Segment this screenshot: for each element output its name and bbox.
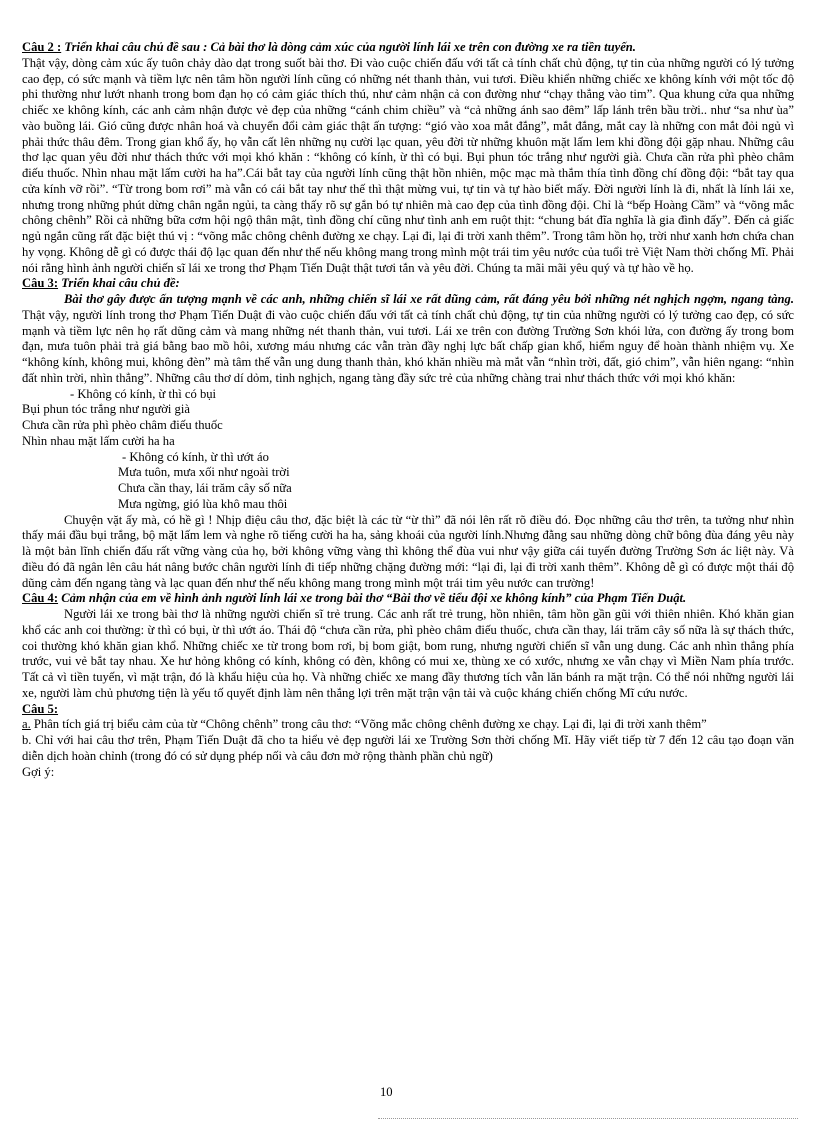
document-page xyxy=(22,40,794,780)
question-3-thesis: Bài thơ gây được ấn tượng mạnh về các anh, những chiến sĩ lái xe rất dũng cảm, rất đáng yêu bởi những nét nghịch ngợm, ngang tàng. xyxy=(64,292,794,306)
poem-line: Nhìn nhau mặt lấm cười ha ha xyxy=(22,433,175,448)
poem-line: Chưa cần thay, lái trăm cây số nữa xyxy=(118,481,292,495)
question-2-label: Câu 2 : xyxy=(22,40,62,54)
question-4-title: Cảm nhận của em về hình ảnh người lính lái xe trong bài thơ “Bài thơ về tiểu đội xe không kính” của Phạm Tiến Duật. xyxy=(61,591,687,606)
question-4-body: Người lái xe trong bài thơ là những người chiến sĩ trẻ trung. Các anh rất trẻ trung, hồn nhiên, tâm hồn gần gũi với thiên nhiên. Khó khăn gian khổ các anh coi thường: ừ thì có bụi, ừ thì ướt áo. Thái độ “chưa cần rửa, phì phèo châm điếu thuốc, chưa cần thay, lái trăm cây số nữa là sự thách thức, coi thường khó khăn gian khổ. Những chiếc xe từ trong bom rơi, bị bom giật, bom rung, nhưng người chiến sĩ vẫn ung dung. Các anh nhìn thẳng phía trước, vui vẻ bắt tay nhau. Xe hư hỏng không có kính, không có đèn, không có mui xe, thùng xe có xước, nhưng xe vẫn chạy vì Miền Nam phía trước. Tất cả vì tiền tuyến, vì mặt trận, đó là khẩu hiệu của họ. Và những chiếc xe mang đầy thương tích vẫn lăn bánh ra mặt trận. Có thể nói những người lái xe, người làm chủ phương tiện là yếu tố quyết định làm nên thắng lợi trên mặt trận vận tải và cuộc kháng chiến chống Mĩ cứu nước. xyxy=(22,607,794,700)
page-number: 10 xyxy=(380,1085,393,1099)
question-4-heading xyxy=(22,591,794,607)
question-5-part-a xyxy=(22,717,794,733)
question-5-heading xyxy=(22,702,794,718)
poem-line: Bụi phun tóc trắng như người già xyxy=(22,402,190,417)
hint-label: Gợi ý: xyxy=(22,764,55,779)
question-2-heading xyxy=(22,40,794,56)
poem-line: - Không có kính, ừ thì ướt áo xyxy=(122,449,269,464)
poem-line: - Không có kính, ừ thì có bụi xyxy=(70,386,217,401)
question-3-label: Câu 3: xyxy=(22,276,59,291)
part-a-label: a. xyxy=(22,717,31,732)
question-3-title: Triển khai câu chủ đề: xyxy=(61,276,180,291)
question-3-body xyxy=(22,292,794,387)
question-3-text: Thật vậy, người lính trong thơ Phạm Tiến Duật đi vào cuộc chiến đấu với tất cả tính chất chủ động, tự tin của những người có lý tưởng cao đẹp, có sức mạnh và tiềm lực nên họ rất dũng cảm và mang những nét thanh thản, vui tươi. Lái xe trên con đường Trường Sơn khói lửa, con đường ấy trong bom đạn, mưa tuôn phải trả giá bằng bao mồ hôi, xương máu nhưng các vẫn tràn đầy nghị lực bất chấp gian khổ, hiểm nguy để hoàn thành nhiệm vụ. Xe “không kính, không mui, không đèn” mà tâm thế vẫn ung dung thanh thản, khó khăn nhiều mà mắt vẫn “nhìn trời, đất, gió chim”, vẫn hiên ngang: “nhìn đất nhìn trời, nhìn thẳng”. Những câu thơ dí dỏm, tinh nghịch, ngang tàng đầy sức trẻ của những chàng trai như thách thức với mọi khó khăn: xyxy=(22,307,794,385)
poem-line: Mưa tuôn, mưa xối như ngoài trời xyxy=(118,465,290,480)
question-5-part-b: b. Chỉ với hai câu thơ trên, Phạm Tiến Duật đã cho ta hiểu vẻ đẹp người lái xe Trường Sơn thời chống Mĩ. Hãy viết tiếp từ 7 đến 12 câu tạo đoạn văn diễn dịch hoàn chỉnh (trong đó có sử dụng phép nối và câu đơn mở rộng thành phần chủ ngữ) xyxy=(22,733,794,763)
footer-divider xyxy=(378,1118,798,1119)
question-3-after: Chuyện vặt ấy mà, có hề gì ! Nhịp điệu câu thơ, đặc biệt là các từ “ừ thì” đã nói lên rất rõ điều đó. Đọc những câu thơ trên, ta tưởng như nhìn thấy mái đầu bụi trắng, bộ mặt lấm lem và nghe rõ tiếng cười ha ha, sảng khoái của người lính.Nhưng đằng sau những dòng chữ bông đùa đáng yêu này là một bản lĩnh chiến đấu rất vững vàng của họ, bởi không vững vàng thì không thể đùa vui như vậy giữa cái tuyến đường Trường Sơn ác liệt này. Và điều đó đã ngân lên câu hát nâng bước chân người lính đi tiếp những chặng đường mới: “lại đi, lại đi trời xanh thêm”. Không dễ gì có được một thái độ dũng cảm đến ngang tàng và lạc quan đến như thế nếu không mang trong mình một trái tim yêu nước can trường! xyxy=(22,512,794,590)
part-a-text: Phân tích giá trị biểu cảm của từ “Chông chênh” trong câu thơ: “Võng mắc chông chênh đường xe chạy. Lại đi, lại đi trời xanh thêm” xyxy=(33,717,707,732)
question-4-label: Câu 4: xyxy=(22,591,59,606)
poem-line: Mưa ngừng, gió lùa khô mau thôi xyxy=(118,496,288,511)
poem-line: Chưa cần rửa phì phèo châm điếu thuốc xyxy=(22,418,223,432)
question-2-body: Thật vậy, dòng cảm xúc ấy tuôn chảy dào dạt trong suốt bài thơ. Đi vào cuộc chiến đấu với tất cả tính chất chủ động, tự tin của những người có lý tưởng cao đẹp, có sức mạnh và tiềm lực nên tâm hồn người lính cũng có những nét thanh thản, vui tươi. Điều khiển những chiếc xe không kính với một tốc độ phi thường như lướt nhanh trong bom đạn họ có cảm giác thích thú, như cảm nhận cả con đường như “chạy thẳng vào tim”. Qua khung cửa qua những chiếc xe không kính, các anh cảm nhận được vẻ đẹp của những “cánh chim chiều” và “cả những ánh sao đêm” lấp lánh trên bầu trời.. như “sa như ùa” vào buồng lái. Gió cũng được nhân hoá và chuyển đổi cảm giác thật ấn tượng: “gió vào xoa mắt đắng”, mắt đắng, mắt cay là những con mắt đỏi ngủ vì phải thức thâu đêm. Trong gian khổ ấy, họ vẫn cất lên những nụ cười lạc quan, yêu đời từ những khuôn mặt lấm lem khi đồng đội gặp nhau. Những câu thơ lạc quan yêu đời như thách thức với mọi khó khăn : “không có kính, ừ thì có bụi. Bụi phun tóc trắng như người già. Chưa cần rửa phì phèo châm điếu thuốc. Nhìn nhau mặt lấm cười ha ha”.Cái bắt tay của người lính cũng thật hồn nhiên, mộc mạc mà thắm thía tình đồng chí đồng đội: “bắt tay qua cửa kính vỡ rồi”. “Từ trong bom rơi” mà vẫn có cái bắt tay như thế thì thật mừng vui, tự tin và tự hào biết mấy. Đời người lính là đi, nhất là lính lái xe, nhưng trong những phút dừng chân ngắn ngủi, ta càng thấy rõ sự gắn bó tự nhiên mà cao đẹp của tình đồng đội. Chỉ là “bếp Hoàng Cầm” và “võng mắc chông chênh” Rồi cả những bữa cơm hội ngộ thân mật, tình đồng chí cũng như tình anh em ruột thịt: “chung bát đĩa nghĩa là gia đình đấy”. Đến cả giấc ngủ ngắn cũng rất đặc biệt thú vị : “võng mắc chông chênh đường xe chạy. Lại đi, lại đi trời xanh thêm”. Trong tâm hồn họ, trời như xanh hơn chứa chan hy vọng. Không dễ gì có được thái độ lạc quan đến như thế nếu không mang trong mình một trái tim yêu nước của tuổi trẻ Việt Nam thời chống Mĩ. Phải nói rằng hình ảnh người chiến sĩ lái xe trong thơ Phạm Tiến Duật thật tươi tắn và yêu đời. Chúng ta mãi mãi yêu quý và tự hào về họ. xyxy=(22,55,794,275)
question-3-heading xyxy=(22,276,794,292)
question-5-label: Câu 5: xyxy=(22,701,59,716)
question-2-title: Triển khai câu chủ đề sau : Cả bài thơ là dòng cảm xúc của người lính lái xe trên con đường xe ra tiền tuyến. xyxy=(64,40,636,54)
